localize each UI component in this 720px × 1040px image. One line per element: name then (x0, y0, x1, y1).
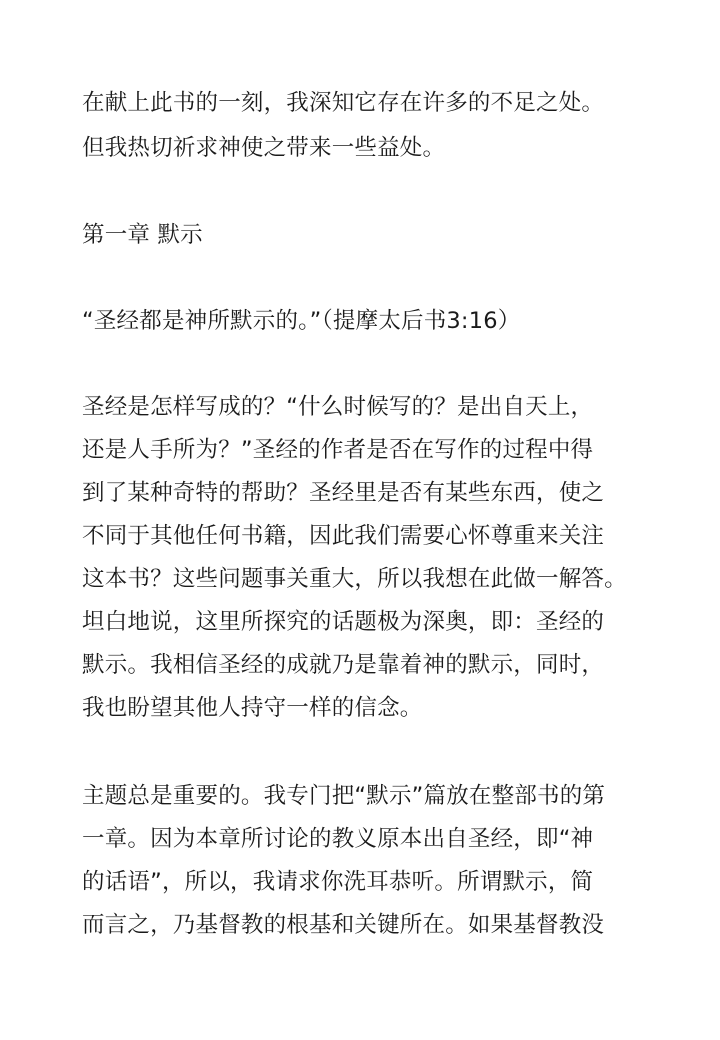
text-line-16: 而言之，乃基督教的根基和关键所在。如果基督教没 (82, 912, 605, 938)
text-line-15: 的话语”，所以，我请求你洗耳恭听。所谓默示，简 (82, 869, 594, 895)
text-line-5: 圣经是怎样写成的？“什么时候写的？是出自天上， (82, 394, 594, 420)
text-line-13: 主题总是重要的。我专门把“默示”篇放在整部书的第 (82, 783, 606, 809)
text-line-1: 在献上此书的一刻，我深知它存在许多的不足之处。 (82, 90, 605, 116)
text-line-11: 默示。我相信圣经的成就乃是靠着神的默示，同时， (82, 652, 605, 678)
text-line-10: 坦白地说，这里所探究的话题极为深奥，即：圣经的 (82, 609, 605, 635)
text-line-12: 我也盼望其他人持守一样的信念。 (82, 695, 423, 721)
epigraph-quote: “圣经都是神所默示的。”（提摩太后书3:16） (82, 308, 521, 334)
text-line-7: 到了某种奇特的帮助？圣经里是否有某些东西，使之 (82, 480, 605, 506)
text-line-2: 但我热切祈求神使之带来一些益处。 (82, 135, 446, 161)
text-line-8: 不同于其他任何书籍，因此我们需要心怀尊重来关注 (82, 523, 605, 549)
text-line-9: 这本书？这些问题事关重大，所以我想在此做一解答。 (82, 566, 627, 592)
text-line-6: 还是人手所为？”圣经的作者是否在写作的过程中得 (82, 437, 594, 463)
chapter-title: 第一章 默示 (82, 222, 203, 248)
text-line-14: 一章。因为本章所讨论的教义原本出自圣经，即“神 (82, 826, 594, 852)
